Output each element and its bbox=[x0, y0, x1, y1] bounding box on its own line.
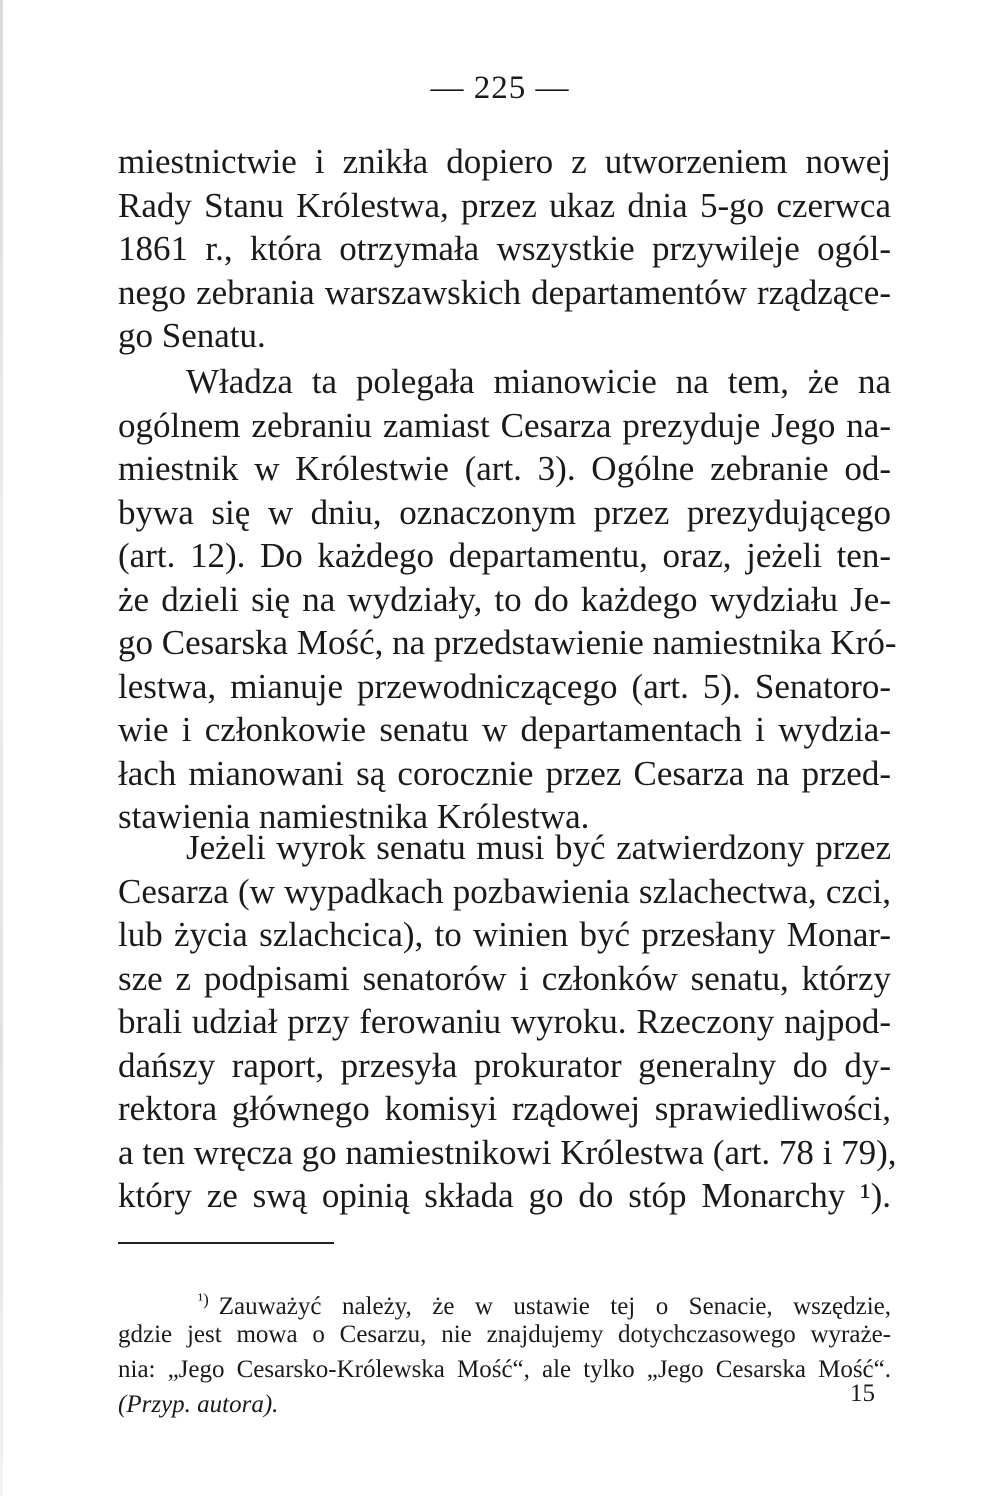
text-line: brali udział przy ferowaniu wyroku. Rzeczony najpod- bbox=[118, 1002, 891, 1041]
paragraph-3 bbox=[118, 826, 897, 1218]
text-line: ogólnem zebraniu zamiast Cesarza prezyduje Jego na- bbox=[118, 405, 891, 445]
text-line: go Senatu. bbox=[118, 316, 266, 355]
footnote-line: nia: „Jego Cesarsko-Królewska Mość“, ale tylko „Jego Cesarska Mość“. bbox=[118, 1356, 891, 1383]
paragraph-1 bbox=[118, 140, 891, 358]
text-line: że dzieli się na wydziały, to do każdego wydziału Je- bbox=[118, 579, 891, 619]
footnote-divider bbox=[118, 1242, 334, 1244]
text-line: a ten wręcza go namiestnikowi Królestwa (art. 78 i 79), bbox=[118, 1132, 897, 1172]
text-line: Cesarza (w wypadkach pozbawienia szlachectwa, czci, bbox=[118, 871, 891, 911]
text-line: który ze swą opinią składa go do stóp Monarchy ¹). bbox=[118, 1176, 891, 1215]
text-line: lub życia szlachcica), to winien być przesłany Monar- bbox=[118, 915, 891, 954]
text-line: 1861 r., która otrzymała wszystkie przywileje ogól- bbox=[118, 229, 891, 268]
footnote bbox=[118, 1282, 891, 1422]
text-line: Władza ta polegała mianowicie na tem, że na bbox=[186, 362, 891, 401]
text-line: miestnik w Królestwie (art. 3). Ogólne zebranie od- bbox=[118, 449, 891, 488]
footnote-marker: ¹) bbox=[198, 1290, 209, 1309]
text-line: wie i członkowie senatu w departamentach i wydzia- bbox=[118, 710, 891, 749]
page-number: — 225 — bbox=[430, 70, 570, 106]
footnote-text: Zauważyć należy, że w ustawie tej o Senacie, wszędzie, bbox=[218, 1293, 891, 1320]
footnote-line bbox=[118, 1282, 891, 1320]
text-line: Jeżeli wyrok senatu musi być zatwierdzony przez bbox=[186, 828, 891, 867]
text-line: Rady Stanu Królestwa, przez ukaz dnia 5-go czerwca bbox=[118, 185, 891, 225]
text-line: (art. 12). Do każdego departamentu, oraz, jeżeli ten- bbox=[118, 536, 891, 575]
text-line: łach mianowani są corocznie przez Cesarza na przed- bbox=[118, 753, 891, 793]
text-line: go Cesarska Mość, na przedstawienie namiestnika Kró- bbox=[118, 623, 897, 662]
text-line: dańszy raport, przesyła prokurator generalny do dy- bbox=[118, 1045, 891, 1085]
text-line: rektora głównego komisyi rządowej sprawiedliwości, bbox=[118, 1089, 891, 1128]
paragraph-2 bbox=[118, 360, 897, 839]
page-edge-shadow bbox=[0, 0, 3, 1496]
text-line: bywa się w dniu, oznaczonym przez prezydującego bbox=[118, 492, 891, 532]
text-line: nego zebrania warszawskich departamentów rządzące- bbox=[118, 272, 891, 312]
printer-signature-mark: 15 bbox=[850, 1380, 875, 1407]
footnote-attribution: (Przyp. autora). bbox=[118, 1391, 279, 1418]
text-line: miestnictwie i znikła dopiero z utworzeniem nowej bbox=[118, 142, 891, 181]
footnote-line: gdzie jest mowa o Cesarzu, nie znajdujemy dotychczasowego wyraże- bbox=[118, 1321, 891, 1348]
text-line: stawienia namiestnika Królestwa. bbox=[118, 797, 590, 836]
text-line: lestwa, mianuje przewodniczącego (art. 5). Senatoro- bbox=[118, 666, 891, 706]
text-line: sze z podpisami senatorów i członków senatu, którzy bbox=[118, 958, 891, 998]
